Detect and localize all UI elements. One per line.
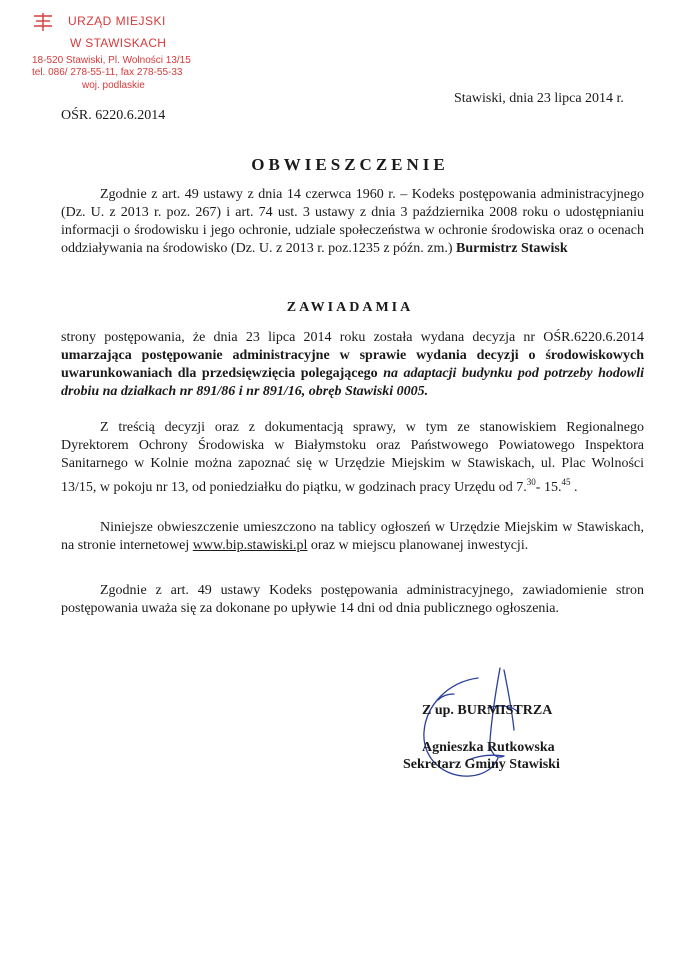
handwritten-signature-icon [408, 660, 558, 800]
hours-end-punct: . [570, 480, 578, 495]
decision-bold-text: umarzająca postępowanie administracyjne w sprawie wydania decyzji o środowiskowych uwarunkowaniach dla przedsięwzięcia polegającego [61, 348, 644, 381]
signatory-name: Agnieszka Rutkowska [422, 740, 555, 755]
place-and-date: Stawiski, dnia 23 lipca 2014 r. [454, 91, 624, 106]
hours-separator: - [535, 480, 544, 495]
document-title: OBWIESZCZENIE [251, 155, 449, 174]
signatory-position: Sekretarz Gminy Stawiski [403, 757, 560, 772]
publication-text-before: Niniejsze obwieszczenie umieszczono na tablicy ogłoszeń w Urzędzie Miejskim w Stawiskach, na stronie internetowej [61, 520, 644, 553]
stamp-office-location: W STAWISKACH [70, 36, 167, 50]
stamp-office-name: URZĄD MIEJSKI [68, 14, 166, 28]
intro-paragraph [61, 186, 644, 258]
reference-number: OŚR. 6220.6.2014 [61, 108, 166, 123]
stamp-address: 18-520 Stawiski, Pl. Wolności 13/15 [32, 55, 191, 66]
documentation-text: Z treścią decyzji oraz z dokumentacją sprawy, w tym ze stanowiskiem Regionalnego Dyrektorem Ochrony Środowiska w Białymstoku oraz Państwowego Powiatowego Inspektora Sanitarnego w Kolnie można zapoznać się w Urzędzie Miejskim w Stawiskach, ul. Plac Wolności 13/15, w pokoju nr 13, od poniedziałku do piątku, w godzinach pracy Urzędu od [61, 420, 644, 495]
decision-text: strony postępowania, że dnia 23 lipca 2014 roku została wydana decyzja nr OŚR.6220.6.2014 [61, 330, 644, 345]
publication-paragraph [61, 519, 644, 555]
publication-text-after: oraz w miejscu planowanej inwestycji. [307, 538, 529, 553]
issuing-authority: Burmistrz Stawisk [456, 241, 568, 256]
hours-start: 7. [516, 480, 527, 495]
notice-paragraph [61, 582, 644, 618]
notice-text: Zgodnie z art. 49 ustawy Kodeks postępowania administracyjnego, zawiadomienie stron postępowania uważa się za dokonane po upływie 14 dni od dnia publicznego ogłoszenia. [61, 583, 644, 616]
hours-start-minutes: 30 [526, 477, 536, 487]
hours-end: 15. [543, 480, 562, 495]
stamp-phone: tel. 086/ 278-55-11, fax 278-55-33 [32, 67, 183, 78]
signature-title: Z up. BURMISTRZA [422, 703, 553, 718]
document-subtitle: ZAWIADAMIA [286, 300, 414, 315]
decision-subject: na adaptacji budynku pod potrzeby hodowli drobiu na działkach nr 891/86 i nr 891/16, obręb Stawiski 0005. [61, 366, 645, 399]
hours-end-minutes: 45 [561, 477, 571, 487]
bip-website-link[interactable]: www.bip.stawiski.pl [192, 538, 308, 553]
stamp-region: woj. podlaskie [82, 80, 145, 91]
coat-of-arms-icon [32, 12, 54, 32]
intro-text: Zgodnie z art. 49 ustawy z dnia 14 czerwca 1960 r. – Kodeks postępowania administracyjnego (Dz. U. z 2013 r. poz. 267) i art. 74 ust. 3 ustawy z dnia 3 października 2008 roku o udostępnianiu informacji o środowisku i jego ochronie, udziale społeczeństwa w ochronie środowiska oraz o ocenach oddziaływania na środowisko (Dz. U. z 2013 r. poz.1235 z późn. zm.) [61, 187, 644, 256]
documentation-paragraph [61, 419, 644, 497]
decision-paragraph [61, 329, 644, 401]
